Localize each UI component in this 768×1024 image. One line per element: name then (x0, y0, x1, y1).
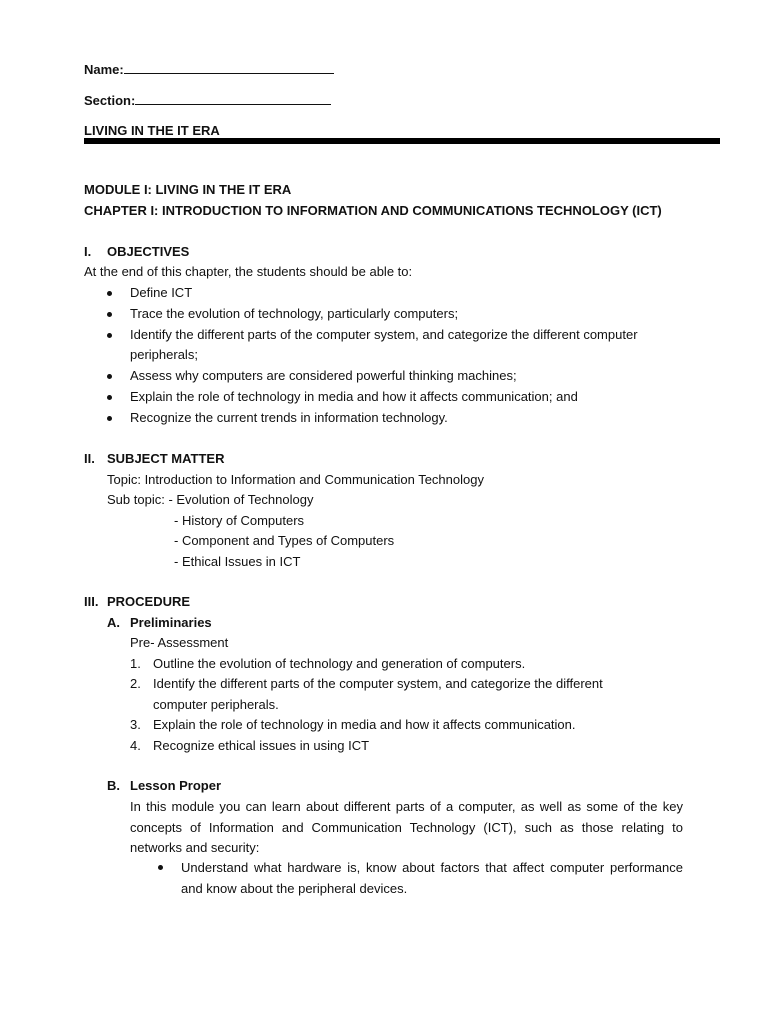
preliminaries-letter: A. (107, 615, 120, 630)
bullet-icon (158, 865, 163, 870)
pre-assessment-number: 3. (130, 717, 141, 732)
pre-assessment-item-continued: computer peripherals. (153, 697, 279, 712)
subtopic-item: - Ethical Issues in ICT (174, 554, 301, 569)
objective-item: Recognize the current trends in information technology. (130, 410, 448, 425)
objective-item: Explain the role of technology in media and how it affects communication; and (130, 389, 578, 404)
pre-assessment-item: Explain the role of technology in media and how it affects communication. (153, 717, 576, 732)
pre-assessment-number: 1. (130, 656, 141, 671)
bullet-icon (107, 333, 112, 338)
subtopic-item: - Evolution of Technology (168, 492, 314, 507)
module-title: MODULE I: LIVING IN THE IT ERA (84, 182, 292, 197)
procedure-heading: PROCEDURE (107, 594, 191, 609)
chapter-title: CHAPTER I: INTRODUCTION TO INFORMATION AND COMMUNICATIONS TECHNOLOGY (ICT) (84, 203, 662, 218)
name-blank-line[interactable] (124, 60, 334, 74)
objective-item: Identify the different parts of the computer system, and categorize the different computer (130, 327, 638, 342)
lesson-proper-heading: Lesson Proper (130, 778, 222, 793)
bullet-icon (107, 416, 112, 421)
objectives-intro: At the end of this chapter, the students should be able to: (84, 264, 413, 279)
objective-item: Define ICT (130, 285, 193, 300)
pre-assessment-number: 4. (130, 738, 141, 753)
lesson-proper-paragraph: In this module you can learn about different parts of a computer, as well as some of the key concepts of Information and Communication Technology (ICT), such as those relating to networks and security: (130, 799, 683, 855)
objective-item-continued: peripherals; (130, 347, 198, 362)
name-field (84, 60, 334, 79)
header-divider (84, 138, 720, 144)
pre-assessment-item: Recognize ethical issues in using ICT (153, 738, 370, 753)
pre-assessment-heading: Pre- Assessment (130, 635, 229, 650)
lesson-proper-bullet: Understand what hardware is, know about factors that affect computer performance and know about the peripheral devices. (181, 860, 683, 896)
topic-line: Topic: Introduction to Information and Communication Technology (107, 472, 484, 487)
preliminaries-heading: Preliminaries (130, 615, 212, 630)
bullet-icon (107, 291, 112, 296)
subtopic-item: - History of Computers (174, 513, 305, 528)
procedure-numeral: III. (84, 594, 99, 609)
bullet-icon (107, 312, 112, 317)
subject-matter-numeral: II. (84, 451, 95, 466)
objective-item: Assess why computers are considered powerful thinking machines; (130, 368, 517, 383)
subtopic-label: Sub topic: (107, 492, 169, 507)
subject-matter-heading: SUBJECT MATTER (107, 451, 225, 466)
bullet-icon (107, 374, 112, 379)
objectives-heading: OBJECTIVES (107, 244, 190, 259)
subtopic-item: - Component and Types of Computers (174, 533, 395, 548)
section-blank-line[interactable] (135, 91, 331, 105)
bullet-icon (107, 395, 112, 400)
pre-assessment-item: Outline the evolution of technology and generation of computers. (153, 656, 526, 671)
course-title: LIVING IN THE IT ERA (84, 123, 220, 138)
name-label: Name: (84, 62, 124, 77)
pre-assessment-number: 2. (130, 676, 141, 691)
pre-assessment-item: Identify the different parts of the computer system, and categorize the different (153, 676, 603, 691)
lesson-proper-letter: B. (107, 778, 120, 793)
objective-item: Trace the evolution of technology, particularly computers; (130, 306, 459, 321)
objectives-numeral: I. (84, 244, 92, 259)
subtopic-line (107, 491, 313, 509)
section-label: Section: (84, 93, 136, 108)
section-field (84, 91, 331, 110)
